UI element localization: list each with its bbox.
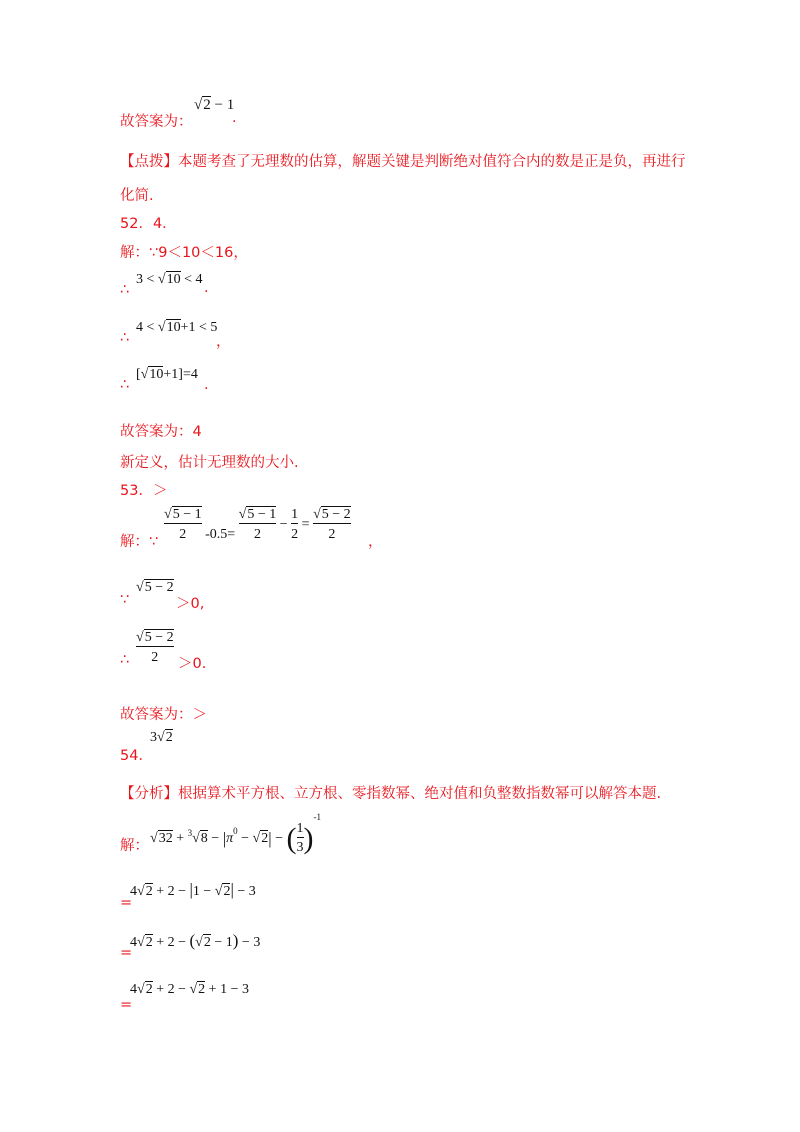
therefore-symbol: ∴	[120, 652, 130, 668]
paren-right: )	[232, 931, 239, 950]
radicand: 2	[145, 982, 153, 997]
fraction-half	[291, 507, 298, 543]
radicand: 10	[166, 320, 181, 335]
expression-step0	[150, 812, 321, 856]
comment-51	[120, 150, 686, 171]
floor-bracket-right: ]	[178, 367, 183, 382]
radical-sign: √	[164, 507, 172, 522]
fraction-one-third	[297, 821, 304, 856]
minus: −	[279, 517, 292, 533]
therefore-symbol: ∴	[120, 377, 130, 393]
radical-sign: √	[137, 935, 145, 950]
numerator: 5 − 2	[144, 630, 174, 645]
denominator: 2	[136, 646, 174, 666]
ineq-left: 4 <	[136, 320, 158, 335]
radicand: 2	[145, 935, 153, 950]
plus: +	[172, 830, 188, 846]
equals-four: =4	[182, 367, 198, 382]
coefficient: 4	[130, 935, 137, 950]
fraction-sqrt5-minus1	[164, 507, 202, 543]
inequality-1	[136, 272, 203, 288]
fraction-sqrt5-minus1-b	[239, 507, 277, 543]
radical-sign: √	[136, 580, 144, 595]
radicand: 5 − 2	[144, 580, 174, 595]
greater-than-zero: ＞0.	[178, 656, 207, 672]
plus-two-minus: + 2 −	[152, 884, 190, 899]
denominator: 2	[291, 523, 298, 543]
ineq-left: 3 <	[136, 272, 158, 287]
expression-sqrt5-minus2	[136, 580, 174, 596]
period: .	[204, 377, 209, 393]
radical-sign: √	[194, 97, 203, 113]
note-52: 新定义，估计无理数的大小.	[120, 455, 299, 471]
fraction-sqrt5-minus2-over-2	[136, 630, 174, 666]
denominator: 3	[297, 837, 304, 856]
numerator: 1	[296, 821, 304, 837]
inequality-2	[136, 320, 217, 336]
paren-right: )	[303, 821, 314, 855]
radical-sign: √	[192, 830, 200, 846]
expression-step3	[130, 982, 249, 998]
minus: −	[271, 830, 287, 846]
radicand: 2	[145, 884, 153, 899]
comma: ，	[216, 334, 231, 350]
pi: π	[226, 830, 234, 846]
minus-one: − 1	[210, 935, 233, 950]
denominator: 2	[164, 523, 202, 543]
plus-two-minus: + 2 −	[152, 935, 190, 950]
period: .	[232, 110, 237, 126]
ineq-right: < 4	[180, 272, 203, 287]
numerator: 5 − 1	[172, 507, 202, 522]
radicand: 10	[149, 367, 164, 382]
answer-53: 故答案为：＞	[120, 707, 207, 723]
minus: −	[237, 830, 253, 846]
answer-prefix: 故答案为：	[120, 114, 193, 130]
floor-bracket-left: [	[136, 367, 141, 382]
minus-half: -0.5=	[205, 527, 236, 543]
problem-number-53: 53．＞	[120, 483, 168, 499]
cube-root-index: 3	[187, 828, 193, 838]
radical-sign: √	[214, 884, 223, 899]
minus: −	[207, 830, 223, 846]
numerator: 5 − 2	[321, 507, 351, 522]
ineq-right: +1 < 5	[180, 320, 218, 335]
radical-sign: √	[252, 830, 261, 846]
minus-one: − 1	[210, 97, 235, 113]
expression-step2	[130, 931, 260, 951]
radicand: 2	[203, 97, 211, 113]
radicand: 2	[203, 935, 211, 950]
radical-sign: √	[137, 884, 145, 899]
solution-line-52: 解：∵9＜10＜16，	[120, 245, 248, 261]
equals-sign: =	[120, 895, 133, 911]
answer-54	[150, 730, 173, 746]
fraction	[136, 630, 174, 666]
minus-three: − 3	[238, 935, 261, 950]
numerator: 1	[291, 507, 299, 522]
radical-sign: √	[238, 507, 247, 522]
numerator: 5 − 1	[247, 507, 277, 522]
equals: =	[301, 517, 310, 533]
radicand: 2	[198, 982, 206, 997]
answer-line-51	[120, 110, 193, 131]
greater-than-zero: ＞0,	[176, 596, 205, 612]
therefore-symbol: ∴	[120, 330, 130, 346]
fraction-expression	[164, 507, 351, 543]
expression-step1	[130, 880, 256, 900]
paren-left: (	[286, 821, 297, 855]
answer-math-51	[194, 97, 234, 114]
because-symbol: ∵	[120, 592, 130, 608]
equals-sign: =	[120, 945, 133, 961]
radical-sign: √	[150, 830, 158, 846]
radicand-8: 8	[200, 830, 208, 846]
coefficient: 3	[150, 730, 157, 745]
abs-bar-right: |	[268, 828, 272, 848]
radical-sign: √	[189, 982, 198, 997]
radicand: 2	[165, 730, 173, 745]
radical-sign: √	[157, 320, 166, 335]
radicand-32: 32	[158, 830, 173, 846]
comment-body-cont: 化简.	[120, 188, 154, 204]
pi-exponent: 0	[233, 826, 238, 836]
minus-three: − 3	[233, 884, 256, 899]
floor-expression	[136, 367, 198, 383]
radical-sign: √	[157, 730, 165, 745]
comment-body: 本题考查了无理数的估算，解题关键是判断绝对值符合内的数是正是负，再进行	[178, 154, 686, 170]
fraction-sqrt5-minus2	[313, 507, 351, 543]
abs-bar-right: |	[230, 880, 234, 899]
denominator: 2	[239, 523, 277, 543]
comma: ，	[368, 534, 383, 550]
equals-sign: =	[120, 997, 133, 1013]
plus-one-minus-three: + 1 − 3	[205, 982, 249, 997]
answer-52: 故答案为：4	[120, 424, 202, 440]
one-minus: 1 −	[192, 884, 215, 899]
coefficient: 4	[130, 884, 137, 899]
negative-exponent: -1	[313, 812, 322, 822]
solution-prefix-54: 解：	[120, 838, 149, 854]
analysis-title: 【分析】	[120, 786, 178, 802]
solution-prefix-53: 解：∵	[120, 534, 159, 550]
period: .	[204, 280, 209, 296]
analysis-54	[120, 782, 661, 803]
paren-left: (	[189, 931, 196, 950]
abs-bar-left: |	[222, 828, 227, 848]
radical-sign: √	[157, 272, 166, 287]
radical-sign: √	[140, 367, 149, 382]
problem-number-54: 54．	[120, 748, 153, 764]
abs-bar-left: |	[189, 880, 193, 899]
radical-sign: √	[137, 982, 145, 997]
radicand: 2	[223, 884, 231, 899]
analysis-body: 根据算术平方根、立方根、零指数幂、绝对值和负整数指数幂可以解答本题.	[178, 786, 662, 802]
therefore-symbol: ∴	[120, 282, 130, 298]
radical-sign: √	[136, 630, 144, 645]
radicand-2: 2	[261, 830, 269, 846]
radical-sign: √	[313, 507, 321, 522]
radical-sign: √	[195, 935, 203, 950]
plus-one: +1	[163, 367, 179, 382]
denominator: 2	[313, 523, 351, 543]
comment-title: 【点拨】	[120, 154, 178, 170]
radicand: 10	[166, 272, 181, 287]
problem-number-52: 52．4．	[120, 216, 177, 232]
plus-two-minus: + 2 −	[152, 982, 190, 997]
coefficient: 4	[130, 982, 137, 997]
